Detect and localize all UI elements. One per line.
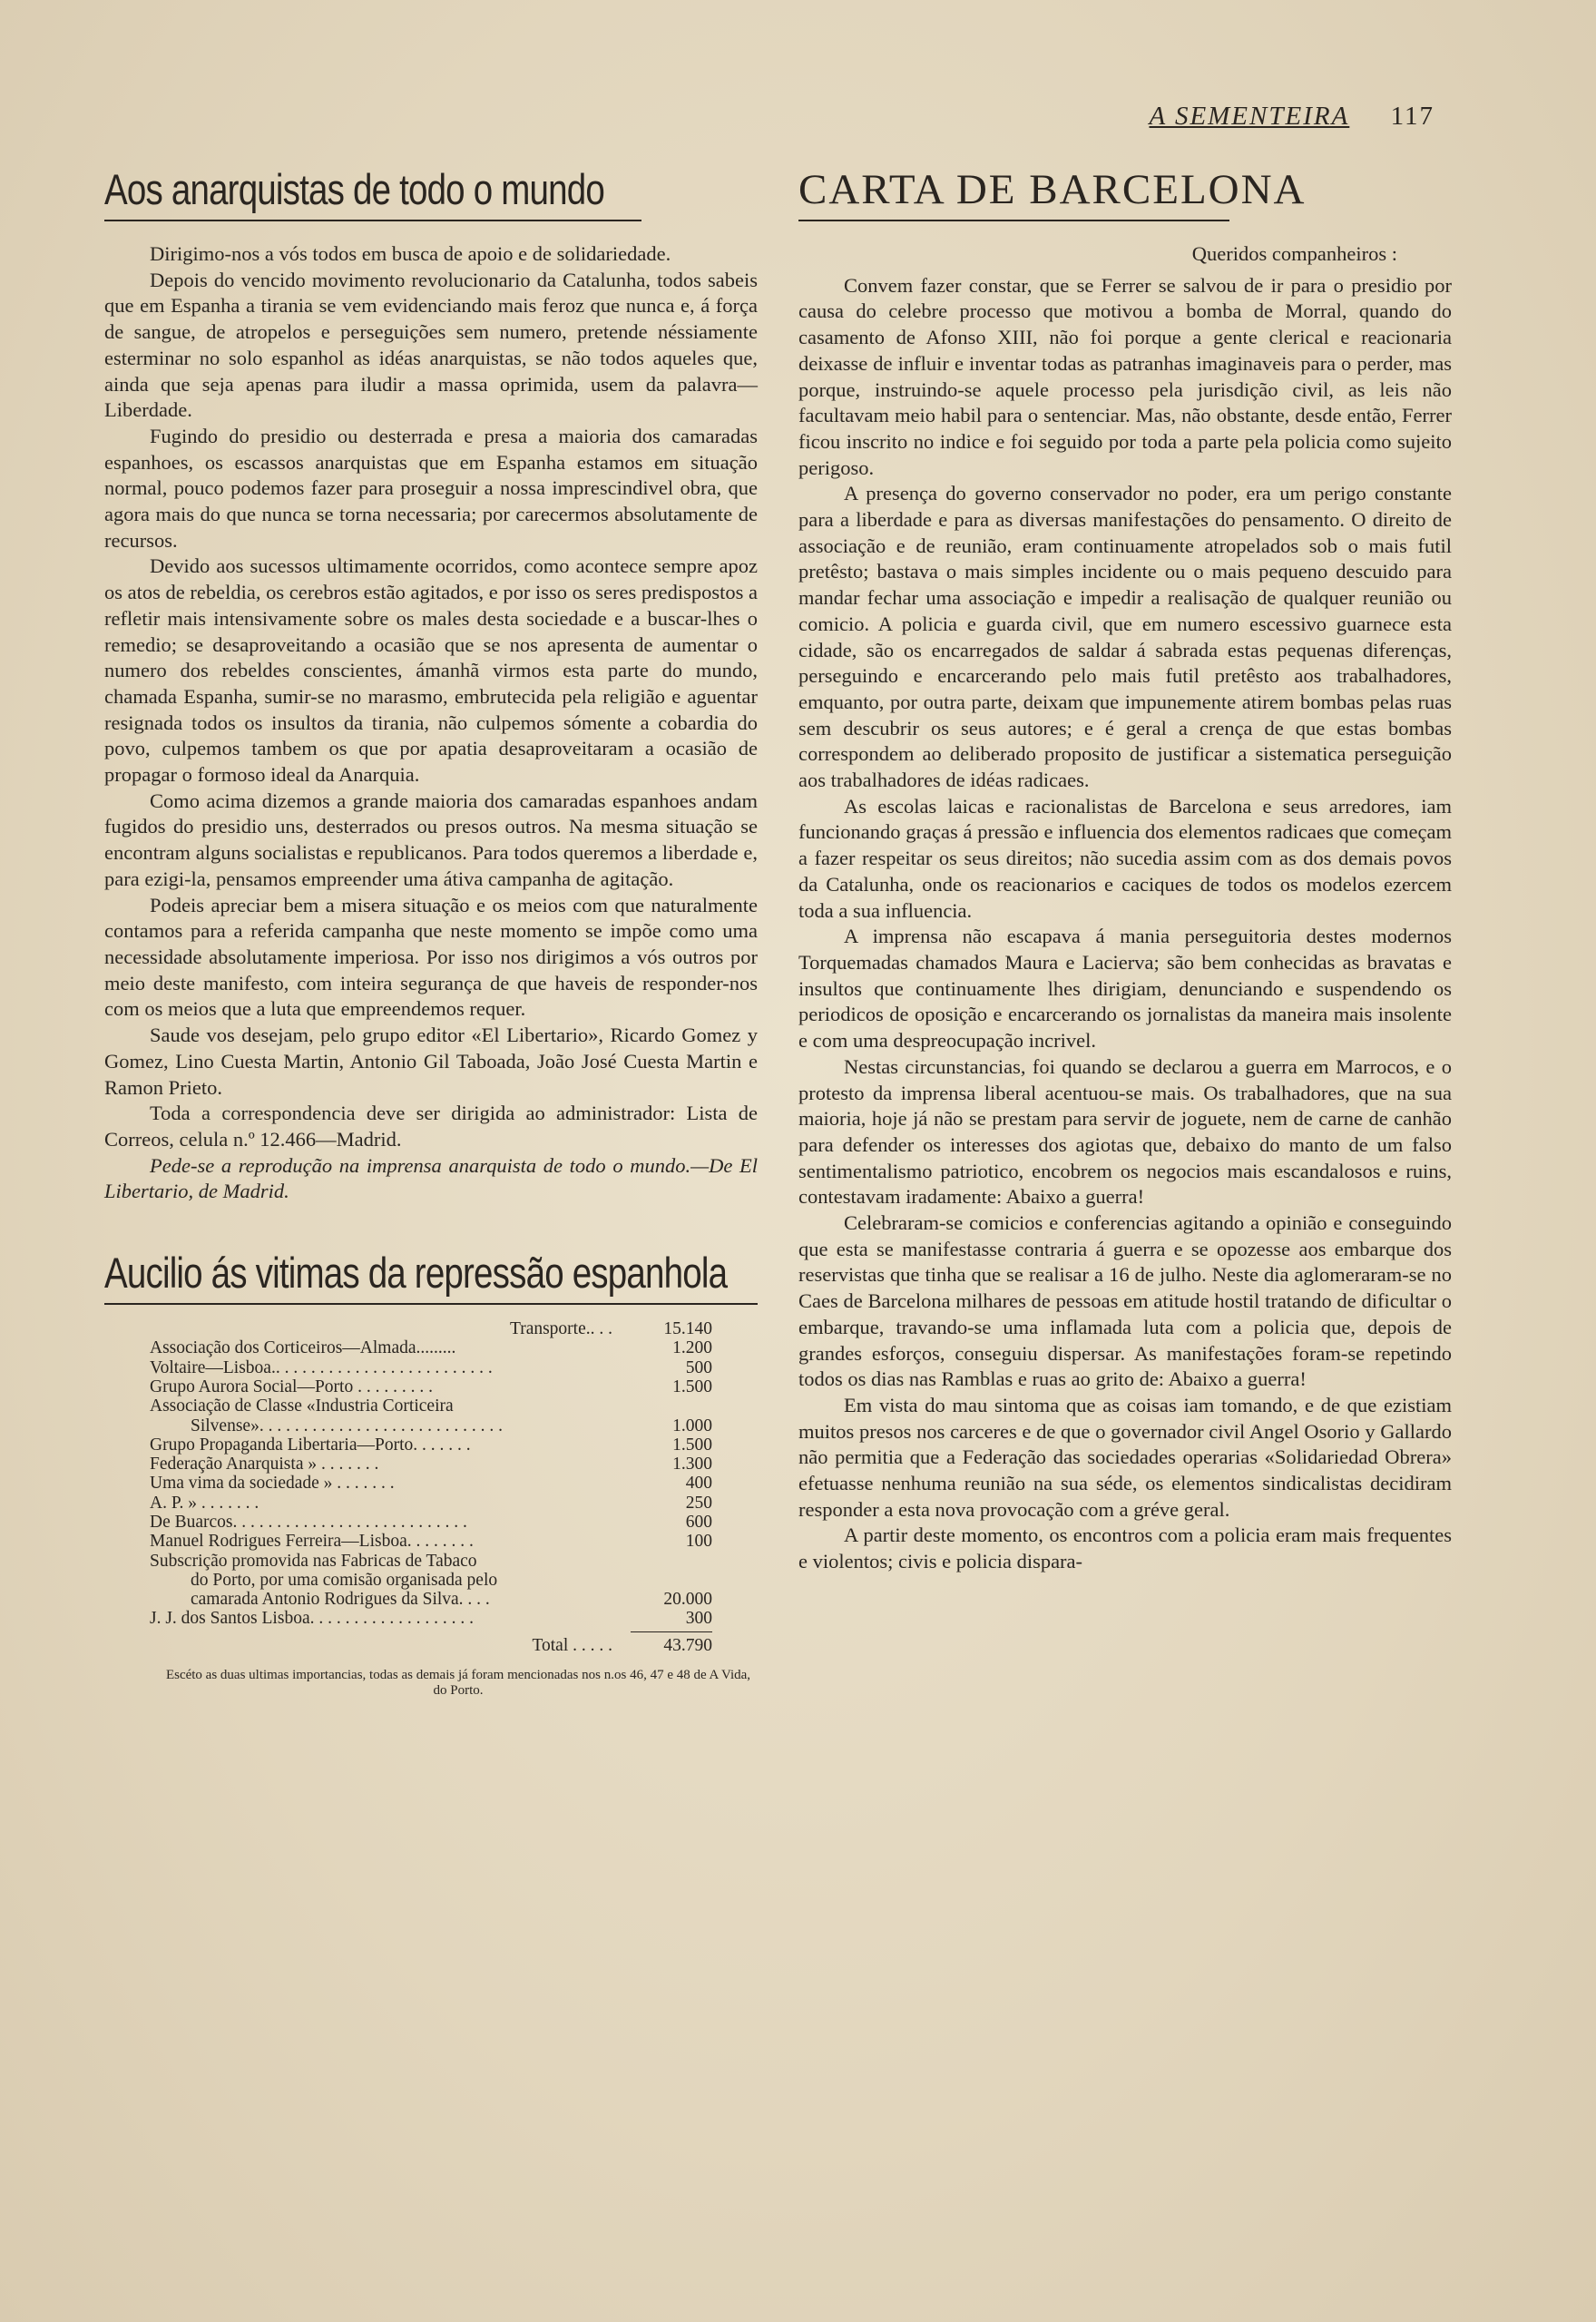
donation-row xyxy=(150,1513,712,1532)
manifesto-address: Toda a correspondencia deve ser dirigida ao administrador: Lista de Correos, celula n.º 12.466—Madrid. xyxy=(104,1102,758,1151)
donation-row xyxy=(150,1571,712,1590)
donation-label: Federação Anarquista » . . . . . . . xyxy=(150,1455,379,1475)
donation-label: Grupo Aurora Social—Porto . . . . . . . . . xyxy=(150,1377,433,1396)
donation-row xyxy=(150,1609,712,1628)
donation-label: De Buarcos. . . . . . . . . . . . . . . . . . . . . . . . . . . xyxy=(150,1512,467,1532)
letter-paragraph: A imprensa não escapava á mania perseguitoria destes modernos Torquemadas chamados Maura e Lacierva; são bem conhecidas as bravatas e insultos que continuamente lhes dirigiam, denunciando e suspendendo os periodicos de oposição e encarcerando os jornalistas da maneira mais insolente e com uma despreocupação incrivel. xyxy=(798,925,1452,1053)
donation-value: 1.200 xyxy=(672,1338,712,1358)
donations-footnote: Escéto as duas ultimas importancias, todas as demais já foram mencionadas nos n.os 46, 47 e 48 de A Vida, do Porto. xyxy=(165,1668,751,1699)
donation-row xyxy=(150,1416,712,1435)
reproduction-note: Pede-se a reprodução na imprensa anarquista de todo o mundo.—De El Libertario, de Madrid. xyxy=(104,1153,758,1203)
letter-paragraph: A partir deste momento, os encontros com a policia eram mais frequentes e violentos; civis e policia dispara- xyxy=(798,1524,1452,1573)
donation-label: Transporte.. . . xyxy=(509,1319,612,1339)
title-underline xyxy=(798,220,1229,221)
donation-row xyxy=(150,1377,712,1396)
donation-value: 20.000 xyxy=(663,1590,712,1610)
manifesto-paragraph: Como acima dizemos a grande maioria dos camaradas espanhoes andam fugidos do presidio uns, desterrados ou presos outros. Na mesma situação se encontram alguns socialistas e republicanos. Para todos queremos a liberdade e, para ezigi-la, pensamos empreender uma átiva campanha de agitação. xyxy=(104,789,758,890)
manifesto-paragraph: Fugindo do presidio ou desterrada e presa a maioria dos camaradas espanhoes, os escassos anarquistas que em Espanha estamos em situação normal, pouco podemos fazer para proseguir a nossa imprescindivel obra, que agora mais do que nunca se torna necessaria; por carecermos absolutamente de recursos. xyxy=(104,424,758,552)
donation-value: 1.000 xyxy=(672,1416,712,1435)
donation-label: do Porto, por uma comisão organisada pelo xyxy=(191,1570,498,1590)
total-divider xyxy=(631,1631,712,1632)
donation-row xyxy=(150,1338,712,1357)
donation-label: camarada Antonio Rodrigues da Silva. . . . xyxy=(191,1590,490,1610)
donation-row xyxy=(150,1319,712,1338)
donation-row xyxy=(150,1396,712,1416)
donations-list xyxy=(150,1319,712,1655)
manifesto-title: Aos anarquistas de todo o mundo xyxy=(104,165,604,213)
donation-row xyxy=(150,1532,712,1551)
donation-row xyxy=(150,1474,712,1493)
page-number: 117 xyxy=(1390,102,1434,131)
letter-salutation: Queridos companheiros : xyxy=(1191,242,1397,265)
manifesto-paragraph: Dirigimo-nos a vós todos em busca de apoio e de solidariedade. xyxy=(150,242,671,265)
donation-label: Voltaire—Lisboa.. . . . . . . . . . . . . . . . . . . . . . . . . xyxy=(150,1357,493,1377)
donation-value: 1.500 xyxy=(672,1377,712,1396)
donation-value xyxy=(631,1396,712,1416)
letter-paragraph: Celebraram-se comicios e conferencias agitando a opinião e conseguindo que esta se manifestasse contraria á guerra e se opozesse aos embarque dos reservistas que tinha que se realisar a 16 de julho. Neste dia aglomeraram-se no Caes de Barcelona milhares de pessoas em atitude hostil tratando de dificultar o embarque, travando-se uma inflamada luta com a policia que, depois de grandes esforços, conseguiu dispersar. As manifestações foram-se repetindo todos os dias nas Ramblas e ruas ao grito de: Abaixo a guerra! xyxy=(798,1211,1452,1391)
left-column xyxy=(104,163,758,1699)
donation-row xyxy=(150,1358,712,1377)
donation-row xyxy=(150,1455,712,1474)
donation-label: Associação dos Corticeiros—Almada......... xyxy=(150,1338,456,1358)
letter-paragraph: Nestas circunstancias, foi quando se declarou a guerra em Marrocos, e o protesto da imprensa liberal acentuou-se mais. Os trabalhadores, que na sua maioria, hoje já não se prestam para servir de joguete, nem de carne de canhão para defender os interesses dos agiotas que, debaixo do manto de um falso sentimentalismo patriotico, encobrem os negocios mais escandalosos e ruins, contestavam iradamente: Abaixo a guerra! xyxy=(798,1054,1452,1209)
letter-paragraph: As escolas laicas e racionalistas de Barcelona e seus arredores, iam funcionando graças á pressão e influencia dos elementos radicaes que começam a fazer respeitar os seus direitos; não sucedia assim com as dos demais povos da Catalunha, onde os reacionarios e caciques de todos os modelos ezercem toda a sua influencia. xyxy=(798,794,1452,922)
donation-row xyxy=(150,1590,712,1609)
donations-underline xyxy=(104,1303,758,1305)
donation-value: 100 xyxy=(685,1532,712,1552)
running-head xyxy=(1140,102,1434,132)
letter-paragraph: A presença do governo conservador no poder, era um perigo constante para a liberdade e para as diversas manifestações do pensamento. O direito de associação e de reunião, eram continuamente atropelados sob o mais futil pretêsto; bastava o mais simples incidente ou o mais pequeno descuido para mandar fechar uma associação e impedir a realisação de qualquer reunião ou comicio. A policia e guarda civil, que em numero escessivo guarnece esta cidade, são os encarregados de saldar á sabrada estas pequenas diferenças, perseguindo e encarcerando pelo mais futil pretêsto aos trabalhadores, emquanto, por outra parte, deixam que impunemente atirem bombas pelas ruas sem descubrir os seus autores; e é geral a crença de que estas bombas correspondem ao deliberado proposito de justificar a sistematica perseguição aos trabalhadores de idéas radicaes. xyxy=(798,482,1452,792)
donation-label: Associação de Classe «Industria Corticeira xyxy=(150,1396,454,1416)
manifesto-paragraph: Depois do vencido movimento revolucionario da Catalunha, todos sabeis que em Espanha a tirania se vem evidenciando mais feroz que nunca e, á força de sangue, de atropelos e perseguições sem numero, pretende néssiamente esterminar no solo espanhol as idéas anarquistas, se não todos aqueles que, ainda que seja apenas para iludir a massa oprimida, usem da palavra—Liberdade. xyxy=(104,268,758,422)
donation-label: Uma vima da sociedade » . . . . . . . xyxy=(150,1474,395,1494)
donation-label: Silvense». . . . . . . . . . . . . . . . . . . . . . . . . . . . xyxy=(191,1416,503,1435)
manifesto-paragraph: Podeis apreciar bem a misera situação e os meios com que naturalmente contamos para a referida campanha que neste momento se impõe como uma necessidade absolutamente imperiosa. Por isso nos dirigimos a vós outros por meio deste manifesto, com inteira segurança de que haveis de responder-nos com os meios que a luta que empreendemos requer. xyxy=(104,893,758,1021)
donation-value: 1.500 xyxy=(672,1435,712,1455)
total-value: 43.790 xyxy=(663,1635,712,1655)
donation-row xyxy=(150,1435,712,1455)
donations-title: Aucilio ás vitimas da repressão espanhola xyxy=(104,1249,728,1298)
donation-label: J. J. dos Santos Lisboa. . . . . . . . . . . . . . . . . . . xyxy=(150,1609,474,1629)
right-column xyxy=(798,163,1452,1575)
donation-value: 250 xyxy=(685,1493,712,1513)
total-label: Total . . . . . xyxy=(532,1635,612,1655)
letter-paragraph: Em vista do mau sintoma que as coisas iam tomando, e de que ezistiam muitos presos nos carceres e de que o governador civil Angel Osorio y Gallardo não permitia que a Federação das sociedades operarias «Solidariedad Obrera» efetuasse nenhuma reunião na sua séde, os elementos sindicalistas decidiram responder a esta nova provocação com a gréve geral. xyxy=(798,1393,1452,1521)
donations-section xyxy=(104,1247,758,1699)
title-underline xyxy=(104,220,641,221)
manifesto-signatories: Saude vos desejam, pelo grupo editor «El Libertario», Ricardo Gomez y Gomez, Lino Cuesta Martin, Antonio Gil Taboada, João José Cuesta Martin e Ramon Prieto. xyxy=(104,1024,758,1099)
donation-value: 400 xyxy=(685,1474,712,1494)
donation-label: A. P. » . . . . . . . xyxy=(150,1493,259,1513)
donation-label: Subscrição promovida nas Fabricas de Tabaco xyxy=(150,1551,477,1571)
donation-value: 1.300 xyxy=(672,1455,712,1475)
donation-value: 500 xyxy=(685,1357,712,1377)
donation-row xyxy=(150,1552,712,1571)
letter-paragraph: Convem fazer constar, que se Ferrer se salvou de ir para o presidio por causa do celebre processo que motivou a bomba de Morral, quando do casamento de Afonso XIII, não foi porque a gente clerical e reacionaria deixasse de influir e inventar todas as patranhas imaginaveis para o perder, mas porque, instruindo-se aquele processo pela jurisdição civil, as leis não facultavam meio habil para o sentenciar. Mas, não obstante, desde então, Ferrer ficou inscrito no indice e foi seguido por toda a parte pela policia como sujeito perigoso. xyxy=(798,273,1452,479)
donation-value: 300 xyxy=(685,1609,712,1629)
donation-total-row xyxy=(150,1636,712,1655)
donation-value xyxy=(631,1571,712,1590)
publication-title: A SEMENTEIRA xyxy=(1149,102,1350,131)
letter-title: CARTA DE BARCELONA xyxy=(798,166,1307,213)
donation-value xyxy=(631,1552,712,1571)
donation-label: Grupo Propaganda Libertaria—Porto. . . . . . . xyxy=(150,1435,471,1455)
donation-label: Manuel Rodrigues Ferreira—Lisboa. . . . . . . . xyxy=(150,1532,474,1552)
donation-value: 15.140 xyxy=(663,1319,712,1339)
manifesto-paragraph: Devido aos sucessos ultimamente ocorridos, como acontece sempre apoz os atos de rebeldia, os cerebros estão agitados, e por isso os seres predispostos a refletir mais intensivamente sobre os males desta sociedade e a buscar-lhes o remedio; se desaproveitando a ocasião que se nos apresenta de aumentar o numero dos rebeldes conscientes, ámanhã virmos esta parte do mundo, chamada Espanha, sumir-se no marasmo, embrutecida pela religião e aguentar resignada todos os insultos da tirania, não culpemos sómente a cobardia do povo, culpemos tambem os que por apatia desaproveitaram a ocasião de propagar o formoso ideal da Anarquia. xyxy=(104,554,758,787)
donation-row xyxy=(150,1494,712,1513)
donation-value: 600 xyxy=(685,1512,712,1532)
